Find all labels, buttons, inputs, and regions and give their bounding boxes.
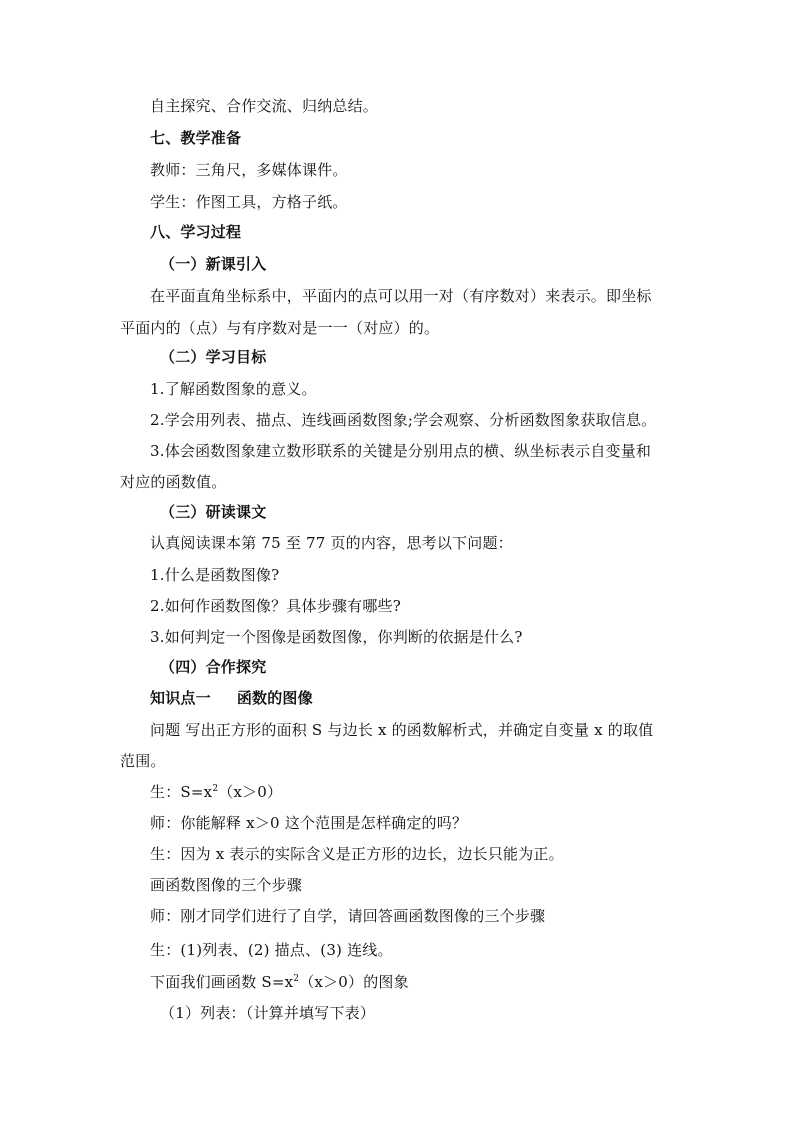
subheading-study-text: （三）研读课文 <box>160 503 267 521</box>
formula-domain: （x＞0） <box>218 783 283 801</box>
paragraph-three-steps-title: 画函数图像的三个步骤 <box>150 876 303 894</box>
subheading-new-lesson: （一）新课引入 <box>160 255 267 273</box>
problem-line1: 问题 写出正方形的面积 S 与边长 x 的函数解析式，并确定自变量 x 的取值 <box>150 721 654 739</box>
goal-item-2: 2.学会用列表、描点、连线画函数图象;学会观察、分析函数图象获取信息。 <box>150 411 657 429</box>
formula-text: 生：S=x <box>150 783 213 801</box>
question-item-2: 2.如何作函数图像？具体步骤有哪些? <box>150 597 401 615</box>
graph-intro-line <box>150 972 710 992</box>
knowledge-point-label: 知识点一 <box>150 689 211 707</box>
formula-exponent: 2 <box>212 784 219 794</box>
paragraph-reading-task: 认真阅读课本第 75 至 77 页的内容，思考以下问题： <box>150 534 513 552</box>
teacher-prompt-steps: 师：刚才同学们进行了自学，请回答画函数图像的三个步骤 <box>150 907 546 925</box>
graph-intro-text: 下面我们画函数 S=x <box>150 973 294 991</box>
goal-item-3-line2: 对应的函数值。 <box>120 473 227 491</box>
heading-teaching-preparation: 七、教学准备 <box>150 129 242 147</box>
heading-learning-process: 八、学习过程 <box>150 223 242 241</box>
paragraph-intro-line1: 在平面直角坐标系中，平面内的点可以用一对（有序数对）来表示。即坐标 <box>150 287 652 305</box>
teacher-question: 师：你能解释 x＞0 这个范围是怎样确定的吗？ <box>150 814 468 832</box>
graph-intro-domain: （x＞0）的图象 <box>299 973 409 991</box>
goal-item-3-line1: 3.体会函数图象建立数形联系的关键是分别用点的横、纵坐标表示自变量和 <box>150 442 652 460</box>
student-answer-formula <box>150 782 710 802</box>
student-explanation: 生：因为 x 表示的实际含义是正方形的边长，边长只能为正。 <box>150 845 564 863</box>
paragraph-methods: 自主探究、合作交流、归纳总结。 <box>150 97 379 115</box>
step-list-table-instruction: （1）列表：（计算并填写下表） <box>160 1004 376 1022</box>
problem-line2: 范围。 <box>120 752 166 770</box>
question-item-3: 3.如何判定一个图像是函数图像，你判断的依据是什么? <box>150 628 523 646</box>
student-steps-answer: 生：(1)列表、(2) 描点、(3) 连线。 <box>150 941 393 959</box>
question-item-1: 1.什么是函数图像? <box>150 566 280 584</box>
subheading-learning-goals: （二）学习目标 <box>160 348 267 366</box>
paragraph-intro-line2: 平面内的（点）与有序数对是一一（对应）的。 <box>120 319 440 337</box>
paragraph-teacher-prep: 教师：三角尺，多媒体课件。 <box>150 161 348 179</box>
goal-item-1: 1.了解函数图象的意义。 <box>150 380 317 398</box>
knowledge-point-heading <box>150 688 710 708</box>
paragraph-student-prep: 学生：作图工具，方格子纸。 <box>150 193 348 211</box>
knowledge-point-title: 函数的图像 <box>236 689 313 707</box>
subheading-cooperative-inquiry: （四）合作探究 <box>160 658 267 676</box>
graph-intro-exponent: 2 <box>293 974 300 984</box>
